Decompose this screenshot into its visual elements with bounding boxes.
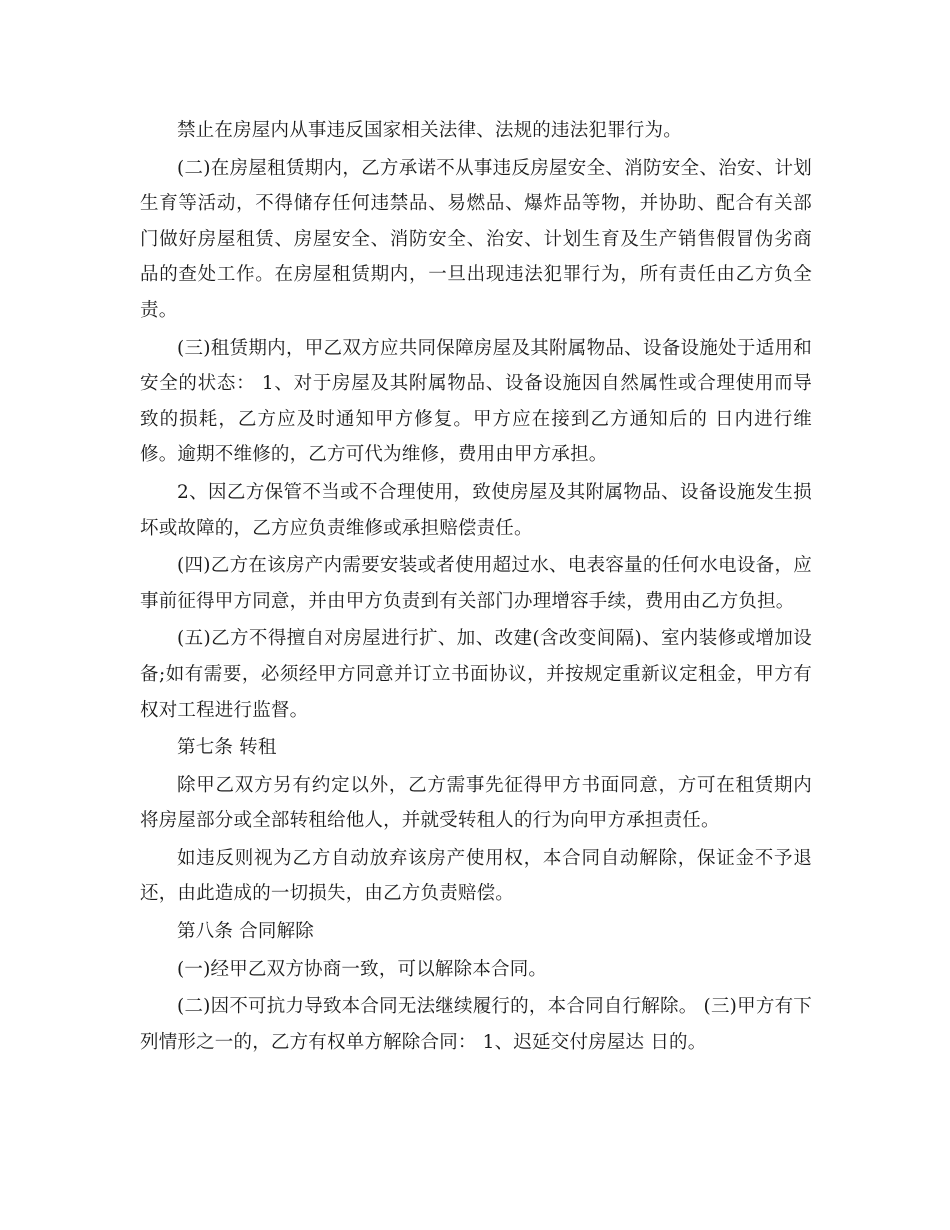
paragraph-sublease: 除甲乙双方另有约定以外，乙方需事先征得甲方书面同意，方可在租赁期内将房屋部分或全部转租给他人，并就受转租人的行为向甲方承担责任。 — [140, 774, 812, 832]
document-page — [140, 113, 812, 1062]
paragraph-prohibition: 禁止在房屋内从事违反国家相关法律、法规的违法犯罪行为。 — [177, 120, 682, 141]
section-heading-article-7: 第七条 转租 — [177, 737, 277, 759]
paragraph-termination-2: (二)因不可抗力导致本合同无法继续履行的，本合同自行解除。 (三)甲方有下列情形之一的，乙方有权单方解除合同： 1、迟延交付房屋达 日的。 — [140, 996, 812, 1053]
paragraph-termination-1: (一)经甲乙双方协商一致，可以解除本合同。 — [177, 958, 548, 980]
paragraph-sublease-violation: 如违反则视为乙方自动放弃该房产使用权，本合同自动解除，保证金不予退还，由此造成的一切损失，由乙方负责赔偿。 — [140, 847, 812, 905]
paragraph-clause-3: (三)租赁期内，甲乙双方应共同保障房屋及其附属物品、设备设施处于适用和安全的状态： 1、对于房屋及其附属物品、设备设施因自然属性或合理使用而导致的损耗，乙方应及时通知甲方修复。甲方应在接到乙方通知后的 日内进行维修。逾期不维修的，乙方可代为维修，费用由甲方承担。 — [140, 337, 812, 466]
paragraph-clause-5: (五)乙方不得擅自对房屋进行扩、加、改建(含改变间隔)、室内装修或增加设备;如有需要，必须经甲方同意并订立书面协议，并按规定重新议定租金，甲方有权对工程进行监督。 — [140, 628, 812, 721]
section-heading-article-8: 第八条 合同解除 — [177, 921, 314, 943]
paragraph-clause-2: (二)在房屋租赁期内，乙方承诺不从事违反房屋安全、消防安全、治安、计划生育等活动，不得储存任何违禁品、易燃品、爆炸品等物，并协助、配合有关部门做好房屋租赁、房屋安全、消防安全、治安、计划生育及生产销售假冒伪劣商品的查处工作。在房屋租赁期内，一旦出现违法犯罪行为，所有责任由乙方负全责。 — [140, 157, 812, 321]
paragraph-clause-4: (四)乙方在该房产内需要安装或者使用超过水、电表容量的任何水电设备，应事前征得甲方同意，并由甲方负责到有关部门办理增容手续，费用由乙方负担。 — [140, 555, 812, 612]
paragraph-clause-3-item-2: 2、因乙方保管不当或不合理使用，致使房屋及其附属物品、设备设施发生损坏或故障的，乙方应负责维修或承担赔偿责任。 — [140, 481, 812, 539]
